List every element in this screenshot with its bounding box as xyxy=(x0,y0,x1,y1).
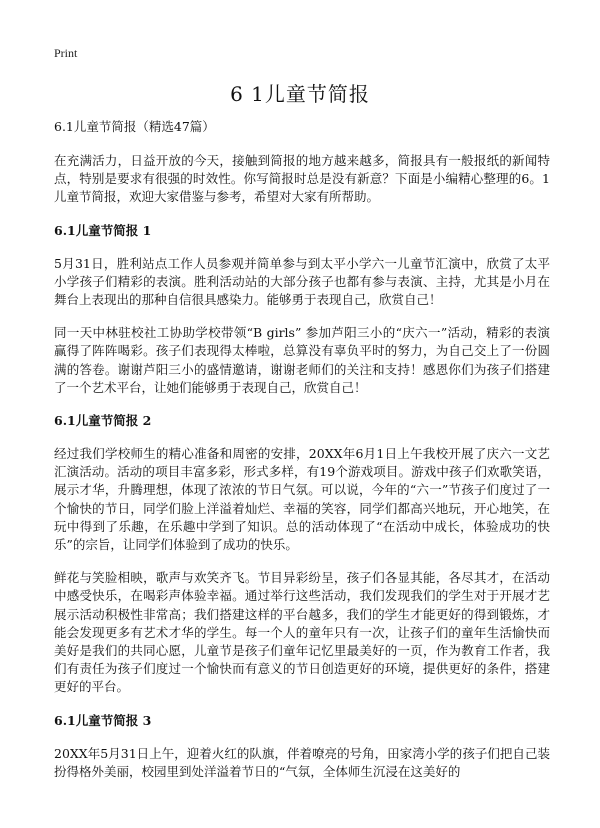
print-label: Print xyxy=(54,46,78,60)
document-subtitle: 6.1儿童节简报（精选47篇） xyxy=(54,119,215,134)
section-heading-1: 6.1儿童节简报 1 xyxy=(54,222,152,238)
section-2-paragraph-2: 鲜花与笑脸相映，歌声与欢笑齐飞。节目异彩纷呈，孩子们各显其能，各尽其才，在活动中感受快乐，在喝彩声体验幸福。通过举行这些活动，我们发现我们的学生对于开展才艺展示活动积极性非常高；我们搭建这样的平台越多，我们的学生才能更好的得到锻炼，才能会发现更多有艺术才华的学生。每一个人的童年只有一次，让孩子们的童年生活愉快而美好是我们的共同心愿，儿童节是孩子们童年记忆里最美好的一页，作为教育工作者，我们有责任为孩子们度过一个愉快而有意义的节日创造更好的环境，提供更好的条件，搭建更好的平台。 xyxy=(54,570,550,695)
section-heading-2: 6.1儿童节简报 2 xyxy=(54,413,152,429)
section-3-paragraph-1: 20XX年5月31日上午，迎着火红的队旗，伴着嘹亮的号角，田家湾小学的孩子们把自己装扮得格外美丽，校园里到处洋溢着节日的“气氛，全体师生沉浸在这美好的 xyxy=(54,745,550,779)
section-heading-3: 6.1儿童节简报 3 xyxy=(54,712,152,728)
document-body xyxy=(54,118,550,796)
section-2-paragraph-1: 经过我们学校师生的精心准备和周密的安排，20XX年6月1日上午我校开展了庆六一文艺汇演活动。活动的项目丰富多彩，形式多样，有19个游戏项目。游戏中孩子们欢歌笑语，展示才华，升腾理想，体现了浓浓的节日气氛。可以说，今年的“六一”节孩子们度过了一个愉快的节日，同学们脸上洋溢着灿烂、幸福的笑容，同学们都高兴地玩，开心地笑，在玩中得到了乐趣，在乐趣中学到了知识。总的活动体现了“在活动中成长，体验成功的快乐”的宗旨，让同学们体验到了成功的快乐。 xyxy=(54,446,550,553)
section-1-paragraph-1: 5月31日，胜利站点工作人员参观并简单参与到太平小学六一儿童节汇演中，欣赏了太平小学孩子们精彩的表演。胜利活动站的大部分孩子也都有参与表演、主持，尤其是小月在舞台上表现出的那种自信很具感染力。能够勇于表现自己，欣赏自己！ xyxy=(54,255,550,308)
section-1-paragraph-2: 同一天中林驻校社工协助学校带领“B girls” 参加芦阳三小的“庆六一”活动，精彩的表演赢得了阵阵喝彩。孩子们表现得太棒啦，总算没有辜负平时的努力，为自己交上了一份圆满的答卷。谢谢芦阳三小的盛情邀请，谢谢老师们的关注和支持！感恩你们为孩子们搭建了一个艺术平台，让她们能够勇于表现自己，欣赏自己！ xyxy=(54,325,550,395)
intro-paragraph: 在充满活力，日益开放的今天，接触到简报的地方越来越多，简报具有一般报纸的新闻特点，特别是要求有很强的时效性。你写简报时总是没有新意？下面是小编精心整理的6。1儿童节简报，欢迎大家借鉴与参考，希望对大家有所帮助。 xyxy=(54,153,550,205)
page-title: 6 1儿童节简报 xyxy=(230,82,370,106)
